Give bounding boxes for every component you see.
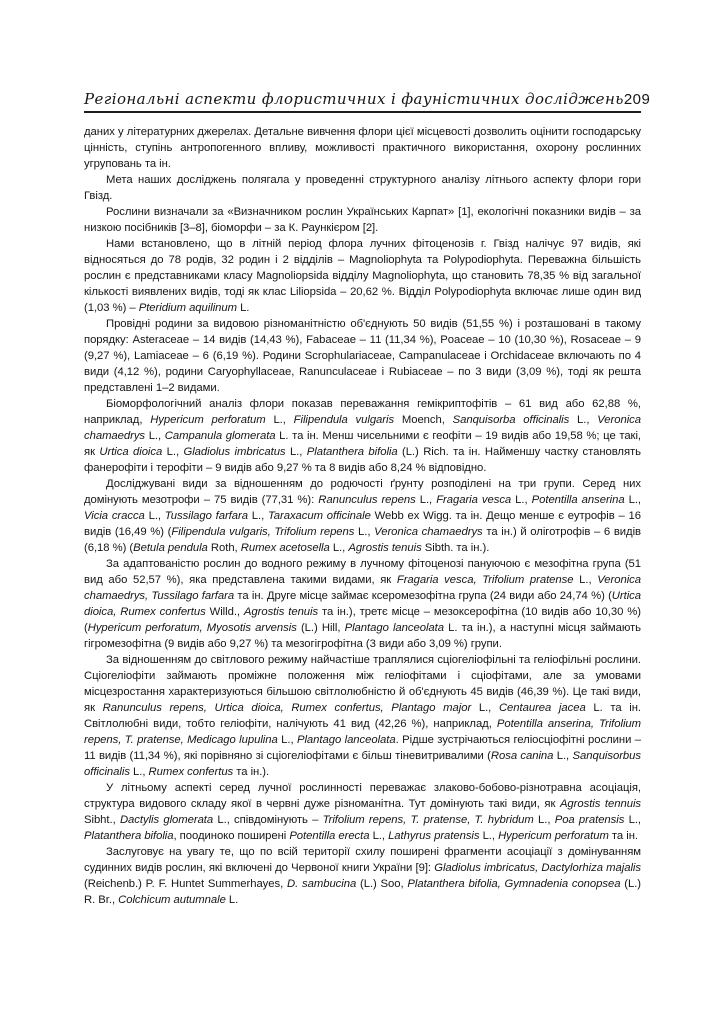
paragraph [84, 780, 641, 844]
text-run: L., [511, 494, 532, 506]
paragraph [84, 236, 641, 316]
paragraph [84, 476, 641, 556]
text-run: L., [553, 750, 573, 762]
text-run: (Reichenb.) P. F. Huntet Summerhayes, [84, 878, 288, 890]
page-number: 209 [623, 91, 651, 108]
text-run: та ін. [608, 830, 638, 842]
text-run: L., [329, 542, 349, 554]
species-name: Pteridium aquilinum [138, 302, 237, 314]
species-name: Filipendula vulgaris, Trifolium repens [171, 526, 355, 538]
species-name: Potentilla erecta [289, 830, 370, 842]
text-run: L., [624, 494, 642, 506]
text-run: Willd., [205, 606, 244, 618]
paragraph [84, 316, 641, 396]
species-name: Rosa canina [490, 750, 554, 762]
species-name: Taraxacum officinale [267, 510, 371, 522]
text-run: L., [573, 574, 598, 586]
running-title: Регіональні аспекти флористичних і фауністичних досліджень [84, 90, 624, 108]
text-run: Roth, [207, 542, 241, 554]
species-name: Ranunculus repens [318, 494, 416, 506]
text-run: (L.) R. Br., [84, 878, 641, 906]
species-name: Hypericum perforatum [498, 830, 609, 842]
text-run: L., [162, 446, 184, 458]
species-name: Centaurea jacea [498, 702, 586, 714]
text-run: L., [533, 814, 555, 826]
paragraph [84, 124, 641, 172]
species-name: Platanthera bifolia [306, 446, 398, 458]
text-run: Рослини визначали за «Визначником рослин Українських Карпат» [1], екологічні показники видів – за низкою посібників [3–8], біоморфи – за К. Раункієром [2]. [84, 206, 641, 234]
species-name: Potentilla anserina [531, 494, 625, 506]
text-run: L., [415, 494, 437, 506]
text-run: , поодиноко поширені [173, 830, 290, 842]
text-run: У літньому аспекті серед лучної рослинності переважає злаково-бобово-різнотравна асоціація, структура видового складу якої в червні дуже різноманітна. Тут домінують такі види, як [84, 782, 641, 810]
species-name: Fragaria vesca, Trifolium pratense [396, 574, 574, 586]
page-header [84, 90, 651, 113]
species-name: Gladiolus imbricatus [183, 446, 286, 458]
text-run: L., [369, 830, 389, 842]
text-run: та ін. Друге місце займає ксеромезофітна група (24 види або 24,74 %) ( [234, 590, 612, 602]
species-name: Dactylis glomerata [119, 814, 214, 826]
species-name: Agrostis tenuis [243, 606, 319, 618]
text-run: L., [569, 414, 598, 426]
text-run: L., [247, 510, 268, 522]
species-name: Potentilla anserina, Trifolium repens, T. pratense, Medicago lupulina [84, 718, 642, 746]
text-run: L., [624, 814, 641, 826]
species-name: Urtica dioica, Rumex confertus [84, 590, 641, 618]
species-name: Rumex confertus [148, 766, 234, 778]
paragraph [84, 396, 641, 476]
text-run: (L.) Soo, [356, 878, 408, 890]
article-body [84, 124, 641, 908]
text-run: L., [145, 430, 165, 442]
species-name: Plantago lanceolata [296, 734, 396, 746]
species-name: Veronica chamaedrys, Tussilago farfara [84, 574, 641, 602]
text-run: За відношенням до світлового режиму найчастіше траплялися сціогеліофільні та геліофільні рослини. Сціогеліофіти займають проміжне положення між геліофітами і сціофітами, але за умовами місцезростання характеризуються більшою світлолюбністю й об'єднують 45 видів (46,39 %). Це такі види, як [84, 654, 641, 714]
paragraph [84, 172, 641, 204]
species-name: Sanquisorbus officinalis [84, 750, 641, 778]
paragraph [84, 652, 641, 780]
text-run: (L.) Hill, [296, 622, 345, 634]
species-name: Platanthera bifolia, Gymnadenia conopsea [407, 878, 621, 890]
species-name: Lathyrus pratensis [388, 830, 480, 842]
species-name: Betula pendula [133, 542, 208, 554]
text-run: L., співдомінують – [213, 814, 323, 826]
text-run: Біоморфологічний аналіз флори показав переважання гемікриптофітів – 61 вид або 62,88 %, наприклад, [84, 398, 641, 426]
species-name: Trifolium repens, T. pratense, T. hybridum [322, 814, 534, 826]
species-name: Plantago lanceolata [344, 622, 444, 634]
species-name: Hypericum perforatum, Myosotis arvensis [87, 622, 297, 634]
species-name: Agrostis tennuis [559, 798, 641, 810]
species-name: Rumex acetosella [240, 542, 330, 554]
species-name: Colchicum autumnale [118, 894, 226, 906]
text-run: L. [225, 894, 239, 906]
species-name: Ranunculus repens, Urtica dioica, Rumex confertus, Plantago major [102, 702, 472, 714]
text-run: L. та ін. Світлолюбні види, тобто геліофіти, налічують 41 вид (42,26 %), наприклад, [84, 702, 642, 730]
text-run: Webb ex Wigg. та ін. Дещо менше є еутрофів – 16 видів (16,49 %) ( [84, 510, 641, 538]
text-run: L. та ін. Менш чисельними є геофіти – 19 видів або 19,58 %; це такі, як [84, 430, 641, 458]
text-run: L., [129, 766, 149, 778]
text-run: L., [354, 526, 375, 538]
species-name: Gladiolus imbricatus, Dactylorhiza majalis [434, 862, 641, 874]
species-name: Sanquisorba officinalis [452, 414, 570, 426]
text-run: L., [471, 702, 499, 714]
text-run: (L.) Rich. та ін. Найменшу частку становлять фанерофіти і терофіти – 9 видів або 9,27 % та 8 видів або 8,24 % відповідно. [84, 446, 641, 474]
species-name: D. sambucina [287, 878, 357, 890]
paragraph [84, 556, 641, 652]
species-name: Urtica dioica [99, 446, 163, 458]
text-run: L. та ін.), а наступні місця займають гігромезофітна (9 видів або 9,27 %) та мезогігрофітна (3 види або 3,09 %) групи. [84, 622, 641, 650]
text-run: Мета наших досліджень полягала у проведенні структурного аналізу літнього аспекту флори гори Гвізд. [84, 174, 641, 202]
text-run: Sibth. та ін.). [421, 542, 490, 554]
species-name: Platanthera bifolia [84, 830, 174, 842]
text-run: За адаптованістю рослин до водного режиму в лучному фітоценозі пануючою є мезофітна група (51 вид або 52,57 %), яка представлена такими видами, як [84, 558, 641, 586]
text-run: L., [479, 830, 499, 842]
text-run: Досліджувані види за відношенням до родючості ґрунту розподілені на три групи. Серед них домінують мезотрофи – 75 видів (77,31 %): [84, 478, 641, 506]
text-run: та ін.), третє місце – мезоксерофітна (10 видів або 10,30 %) ( [84, 606, 641, 634]
species-name: Veronica chamaedrys [374, 526, 483, 538]
text-run: Sibht., [84, 814, 120, 826]
text-run: Заслуговує на увагу те, що по всій території схилу поширені фрагменти асоціації з домінуванням судинних видів рослин, які включені до Червоної книги України [9]: [84, 846, 641, 874]
species-name: Vicia cracca [84, 510, 145, 522]
species-name: Campanula glomerata [164, 430, 276, 442]
species-name: Veronica chamaedrys [84, 414, 641, 442]
text-run: L., [285, 446, 307, 458]
text-run: даних у літературних джерелах. Детальне вивчення флори цієї місцевості дозволить оцінити господарську цінність, ступінь антропогенного впливу, можливості практичного використання, охорону рослинних угруповань та ін. [84, 126, 641, 170]
text-run: L., [144, 510, 165, 522]
text-run: та ін.) й оліготрофів – 6 видів (6,18 %) ( [84, 526, 642, 554]
text-run: L., [277, 734, 297, 746]
species-name: Poa pratensis [554, 814, 625, 826]
text-run: . Рідше зустрічаються геліосціофітні рослини – 11 видів (11,34 %), які порівняно зі сціогеліофітами є більш тіневитривалими ( [84, 734, 641, 762]
paragraph [84, 844, 641, 908]
text-run: L., [265, 414, 294, 426]
species-name: Agrostis tenuis [348, 542, 422, 554]
species-name: Hypericum perforatum [150, 414, 266, 426]
text-run: Нами встановлено, що в літній період флора лучних фітоценозів г. Гвізд налічує 97 видів, які відносяться до 78 родів, 32 родин і 2 відділів – Magnoliophyta та Polypodiophyta. Переважна більшість рослин є представниками класу Magnoliopsida відділу Magnoliophyta, що становить 78,35 % від загальної кількості виявлених видів, тоді як клас Liliopsida – 20,62 %. Відділ Polypodiophyta включає лише один вид (1,03 %) – [84, 238, 641, 314]
text-run: Провідні родини за видовою різноманітністю об'єднують 50 видів (51,55 %) і розташовані в такому порядку: Asteraceae – 14 видів (14,43 %), Fabaceae – 11 (11,34 %), Poaceae – 10 (10,30 %), Rosaceae – 9 (9,27 %), Lamiaceae – 6 (6,19 %). Родини Scrophulariaceae, Campanulaceae і Orchidaceae включають по 4 види (4,12 %), родини Caryophyllaceae, Ranunculaceae і Rubiaceae – по 3 види (3,09 %), тоді як решта представлені 1–2 видами. [84, 318, 641, 394]
species-name: Tussilago farfara [164, 510, 248, 522]
text-run: та ін.). [233, 766, 270, 778]
species-name: Fragaria vesca [436, 494, 512, 506]
text-run: Moench, [394, 414, 453, 426]
paragraph [84, 204, 641, 236]
species-name: Filipendula vulgaris [293, 414, 395, 426]
text-run: L. [236, 302, 250, 314]
